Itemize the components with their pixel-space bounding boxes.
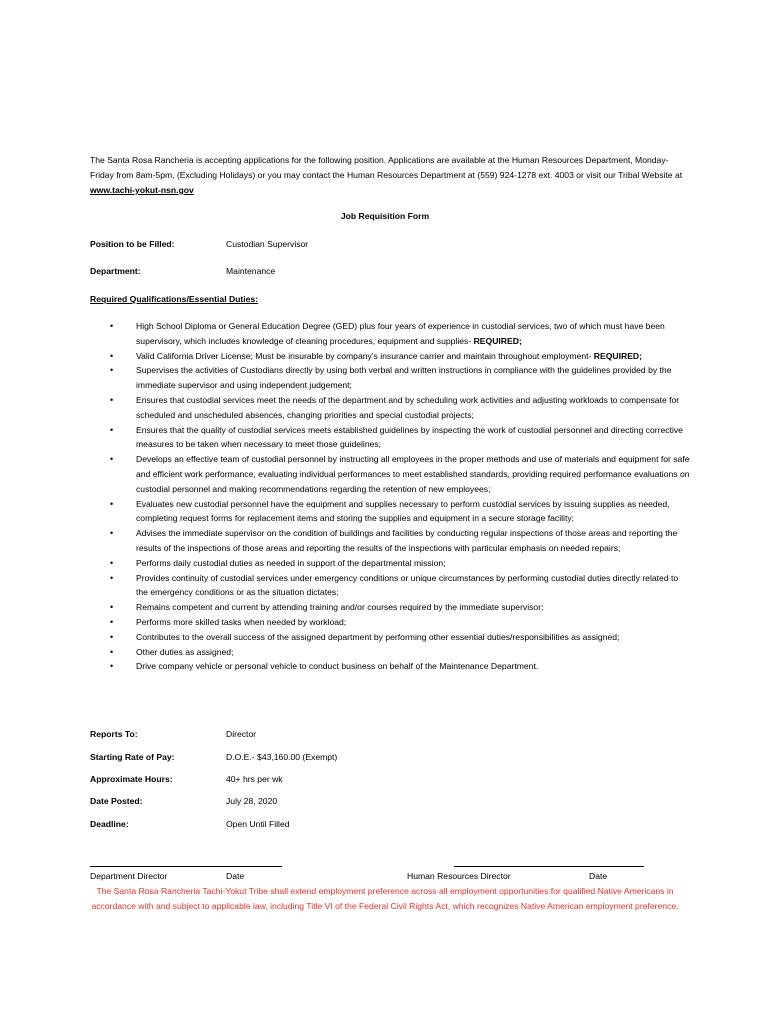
deadline-value: Open Until Filled (226, 819, 290, 829)
deadline-label: Deadline: (90, 819, 129, 829)
pay-rate-label: Starting Rate of Pay: (90, 752, 175, 762)
bullet-icon: • (110, 321, 114, 331)
bullet-icon: • (110, 631, 114, 642)
list-item: • Ensures that the quality of custodial services meets established guidelines by inspecting the work of custodial personnel and directing corrective measures to be taken when necessary to meet those guidelines; (110, 424, 683, 450)
pay-rate-value: D.O.E.- $43,160.00 (Exempt) (226, 752, 338, 762)
date-posted-value: July 28, 2020 (226, 796, 278, 806)
department-director-date-label: Date (226, 871, 245, 881)
department-director-signature-line (90, 866, 282, 867)
bullet-icon: • (110, 616, 114, 627)
department-value: Maintenance (226, 266, 276, 276)
bullet-icon: • (110, 365, 114, 376)
qualifications-title: Required Qualifications/Essential Duties: (90, 294, 259, 304)
bullet-icon: • (110, 557, 114, 568)
list-item: • Provides continuity of custodial services under emergency conditions or unique circumstances by performing custodial duties directly related to the emergency conditions or as the situation dictates; (110, 572, 679, 598)
list-item: • Ensures that custodial services meet the needs of the department and by scheduling work activities and adjusting workloads to compensate for scheduled and unscheduled absences, changing priorities and special custodial projects; (110, 394, 680, 420)
position-value: Custodian Supervisor (226, 239, 309, 249)
list-item: • Supervises the activities of Custodians directly by using both verbal and written instructions in compliance with the guidelines provided by the immediate supervisor and using independent judgement; (110, 365, 672, 391)
list-item: • High School Diploma or General Education Degree (GED) plus four years of experience in custodial services, two of which must have been supervisory, which includes knowledge of cleaning procedures, equipment and supplies- REQUIRED; (110, 321, 665, 346)
list-item: • Performs daily custodial duties as needed in support of the departmental mission; (110, 556, 690, 571)
bullet-icon: • (110, 498, 114, 509)
date-posted-label: Date Posted: (90, 796, 143, 806)
list-item: • Valid California Driver License; Must be insurable by company’s insurance carrier and maintain throughout employment- REQUIRED; (110, 349, 690, 364)
list-item: • Drive company vehicle or personal vehicle to conduct business on behalf of the Maintenance Department. (110, 659, 690, 674)
form-title: Job Requisition Form (340, 211, 430, 221)
duties-list (110, 319, 690, 674)
list-item: • Contributes to the overall success of the assigned department by performing other essential duties/responsibilities as assigned; (110, 630, 690, 645)
list-item: • Evaluates new custodial personnel have the equipment and supplies necessary to perform custodial services by issuing supplies as needed, completing request forms for replacement items and storing the supplies and equipment in a secure storage facility; (110, 498, 670, 524)
list-item: • Remains competent and current by attending training and/or courses required by the immediate supervisor; (110, 600, 690, 615)
bullet-icon: • (110, 350, 114, 361)
bullet-icon: • (110, 394, 114, 405)
hours-value: 40+ hrs per wk (226, 774, 283, 784)
hr-director-label: Human Resources Director (407, 871, 511, 881)
bullet-icon: • (110, 528, 114, 539)
reports-to-value: Director (226, 729, 257, 739)
position-label: Position to be Filled: (90, 239, 175, 249)
department-director-label: Department Director (90, 871, 168, 881)
reports-to-label: Reports To: (90, 729, 138, 739)
list-item: • Other duties as assigned; (110, 645, 690, 660)
list-item: • Advises the immediate supervisor on the condition of buildings and facilities by conducting regular inspections of those areas and reporting the results of the inspections of those areas and reporting the results of the inspections with particular emphasis on needed repairs; (110, 528, 678, 553)
department-label: Department: (90, 266, 141, 276)
bullet-icon: • (110, 661, 114, 672)
hr-director-signature-line (454, 866, 644, 867)
intro-text: The Santa Rosa Rancheria is accepting applications for the following position. Applications are available at the Human Resources Department, Monday-Friday from 8am-5pm, (Excluding Holidays) or you may contact the Human Resources Department at (559) 924-1278 ext. 4003 or visit our Tribal Website at (90, 155, 683, 180)
hours-label: Approximate Hours: (90, 774, 173, 784)
tribal-website-link[interactable]: www.tachi-yokut-nsn.gov (90, 185, 194, 195)
bullet-icon: • (110, 602, 114, 613)
employment-preference-statement: The Santa Rosa Rancheria Tachi-Yokut Tribe shall extend employment preference across all employment opportunities for qualified Native Americans in accordance with and subject to applicable law, including Title VI of the Federal Civil Rights Act, which recognizes Native American employment preference. (91, 886, 679, 911)
list-item: • Performs more skilled tasks when needed by workload; (110, 615, 690, 630)
bullet-icon: • (110, 572, 114, 583)
bullet-icon: • (110, 424, 114, 435)
hr-director-date-label: Date (589, 871, 608, 881)
bullet-icon: • (110, 454, 114, 465)
bullet-icon: • (110, 646, 114, 657)
list-item: • Develops an effective team of custodial personnel by instructing all employees in the proper methods and use of materials and equipment for safe and efficient work performance, evaluating individual performances to meet established standards, providing required performance evaluations on custodial personnel and making recommendations regarding the retention of new employees; (110, 454, 690, 494)
intro-paragraph (90, 153, 690, 198)
